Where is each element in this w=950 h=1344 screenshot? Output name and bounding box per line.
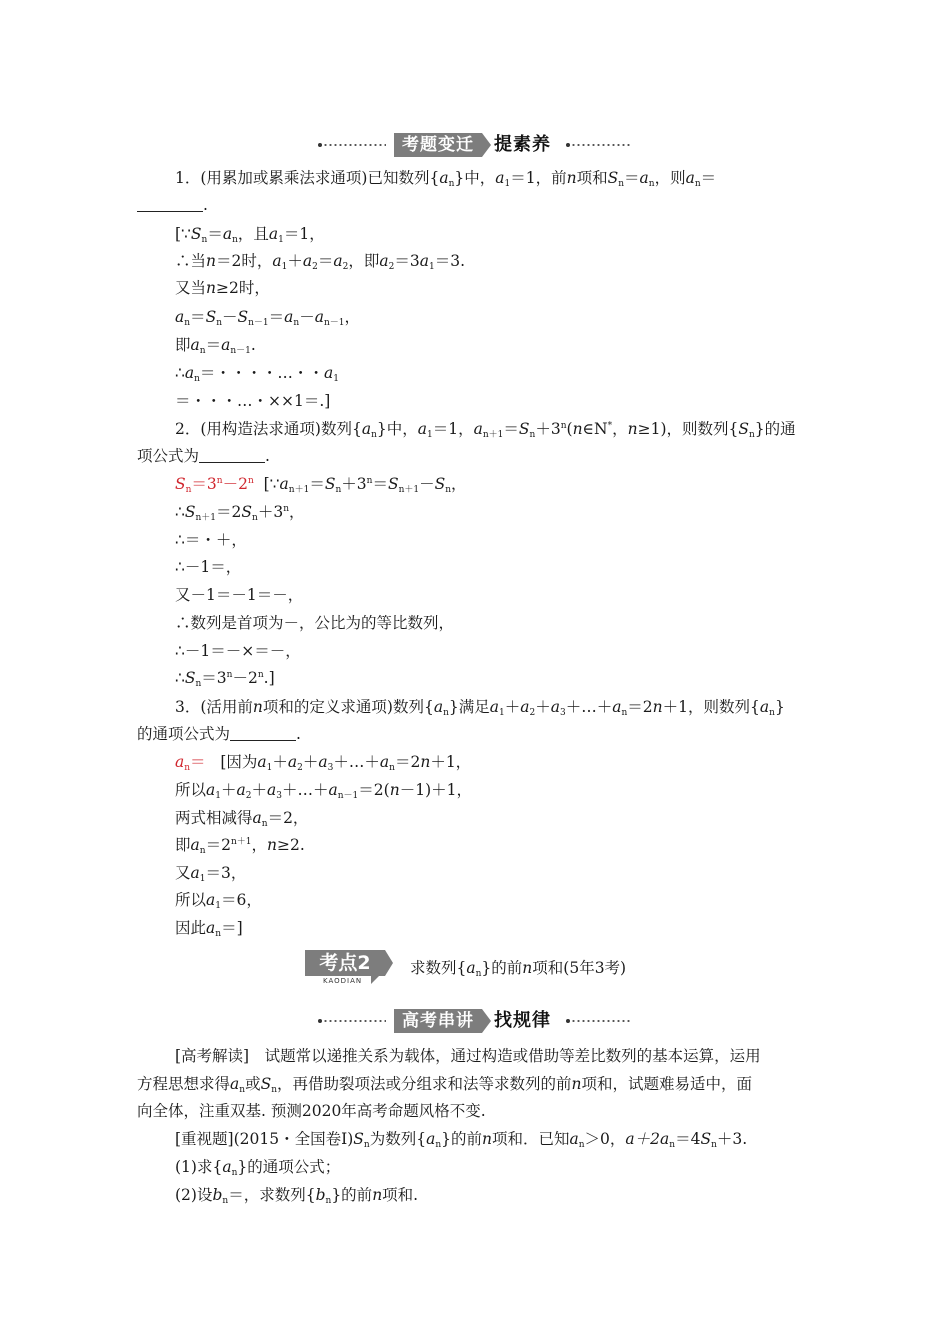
q2-answer: $S_n=3^n-2^n$	[175, 475, 254, 495]
section-banner-gaokao	[0, 1008, 950, 1034]
q1-solution-line4: $a_n=S_n-S_{n-1}=a_n-a_{n-1}$，	[175, 308, 361, 328]
q1-solution-line6: $\therefore a_n=$・・・・…・・$a_1$	[175, 364, 339, 384]
q2-solution-line4: ∴－1＝，	[175, 558, 242, 576]
q3-solution-line2: 所以$a_1+a_2+a_3+\dots+a_{n-1}=2(n-1)+1$，	[175, 781, 472, 801]
dotted-rule-right	[566, 1020, 630, 1022]
q1-solution-line3: 又当n≥2时，	[175, 279, 270, 297]
q2-solution-line1: $S_n=3^n-2^n$ [$\because a_{n+1}=S_n+3^n=S_{n+1}-S_n$，	[175, 475, 467, 495]
gk-reading-line1: [高考解读] 试题常以递推关系为载体，通过构造或借助等差比数列的基本运算，运用	[175, 1047, 761, 1065]
gk-problem-part1: (1)求$\{a_n\}$的通项公式；	[175, 1158, 341, 1178]
q2-solution-line7: ∴－1＝－×＝－，	[175, 642, 301, 660]
banner-box-label: 考题变迁	[394, 133, 482, 157]
q3-solution-line4: 即$a_n=2^{n+1}$，n≥2.	[175, 836, 305, 856]
banner-box-label: 高考串讲	[394, 1009, 482, 1033]
q3-solution-line7: 因此$a_n=$]	[175, 919, 243, 939]
q2-solution-line6: ∴数列是首项为－，公比为的等比数列，	[175, 614, 455, 632]
gk-problem-line1: [重视题](2015・全国卷$Ⅰ)S_n$为数列$\{a_n\}$的前n项和．已知$a_n>0$，$a+2a_n=4S_n+3$.	[175, 1130, 748, 1150]
gk-problem-part2: (2)设$b_n=$，求数列$\{b_n\}$的前n项和.	[175, 1186, 419, 1206]
q2-solution-line2: $\therefore S_{n+1}=2S_n+3^n$，	[175, 503, 305, 523]
q1-statement-line1: 1．(用累加或累乘法求通项)已知数列$\{a_n\}$中，$a_1=1$，前n项和$S_n=a_n$，则$a_n=$	[175, 169, 717, 189]
q1-solution-line7: ＝・・・…・××1＝.]	[175, 392, 331, 410]
q3-solution-line5: 又$a_1=3$，	[175, 864, 247, 884]
section-banner-kaoti	[0, 132, 950, 158]
q3-solution-line3: 两式相减得$a_n=2$，	[175, 809, 309, 829]
dotted-rule-right	[566, 144, 630, 146]
q2-solution-line8: $\therefore S_n=3^n-2^n$.]	[175, 669, 275, 689]
banner-strong-label: 找规律	[494, 1010, 551, 1031]
kaodian-plate: 考点2	[305, 950, 385, 976]
q3-statement-line2: 的通项公式为 .	[137, 725, 301, 743]
q1-solution-line5: 即$a_n=a_{n-1}$.	[175, 336, 256, 356]
q1-answer-blank: .	[137, 195, 208, 215]
banner-strong-label: 提素养	[494, 134, 551, 155]
kaodian-title: 求数列$\{a_n\}$的前n项和(5年3考)	[410, 959, 627, 979]
q3-answer: $a_n=$	[175, 753, 206, 773]
q1-solution-line1: [$\because S_n=a_n$，且$a_1=1$，	[175, 225, 325, 245]
q3-solution-line1: $a_n=$ [因为$a_1+a_2+a_3+\dots+a_n=2n+1$，	[175, 753, 472, 773]
kaodian-subtitle: KAODIAN	[323, 977, 363, 985]
q1-solution-line2: ∴当n＝2时，$a_1+a_2=a_2$，即$a_2=3a_1=3$.	[175, 252, 466, 272]
q3-solution-line6: 所以$a_1=6$，	[175, 891, 262, 911]
q2-solution-line5: 又－1＝－1＝－，	[175, 586, 304, 604]
q3-statement-line1: 3．(活用前n项和的定义求通项)数列$\{a_n\}$满足$a_1+a_2+a_3+\dots+a_n=2n+1$，则数列$\{a_n\}$	[175, 698, 785, 718]
gk-reading-line2: 方程思想求得$a_n$或$S_n$，再借助裂项法或分组求和法等求数列的前n项和，试题难易适中，面	[137, 1075, 753, 1095]
q2-statement-line2: 项公式为 .	[137, 447, 270, 465]
gk-reading-line3: 向全体，注重双基. 预测2020年高考命题风格不变.	[137, 1102, 486, 1120]
kaodian-badge	[305, 950, 395, 988]
q2-solution-line3: ∴＝・＋，	[175, 531, 247, 549]
dotted-rule-left	[318, 144, 386, 146]
q2-statement-line1: 2．(用构造法求通项)数列$\{a_n\}$中，$a_1=1$，$a_{n+1}=S_n+3^n(n\in N^*$，n≥1)，则数列$\{S_n\}$的通	[175, 420, 796, 440]
dotted-rule-left	[318, 1020, 386, 1022]
